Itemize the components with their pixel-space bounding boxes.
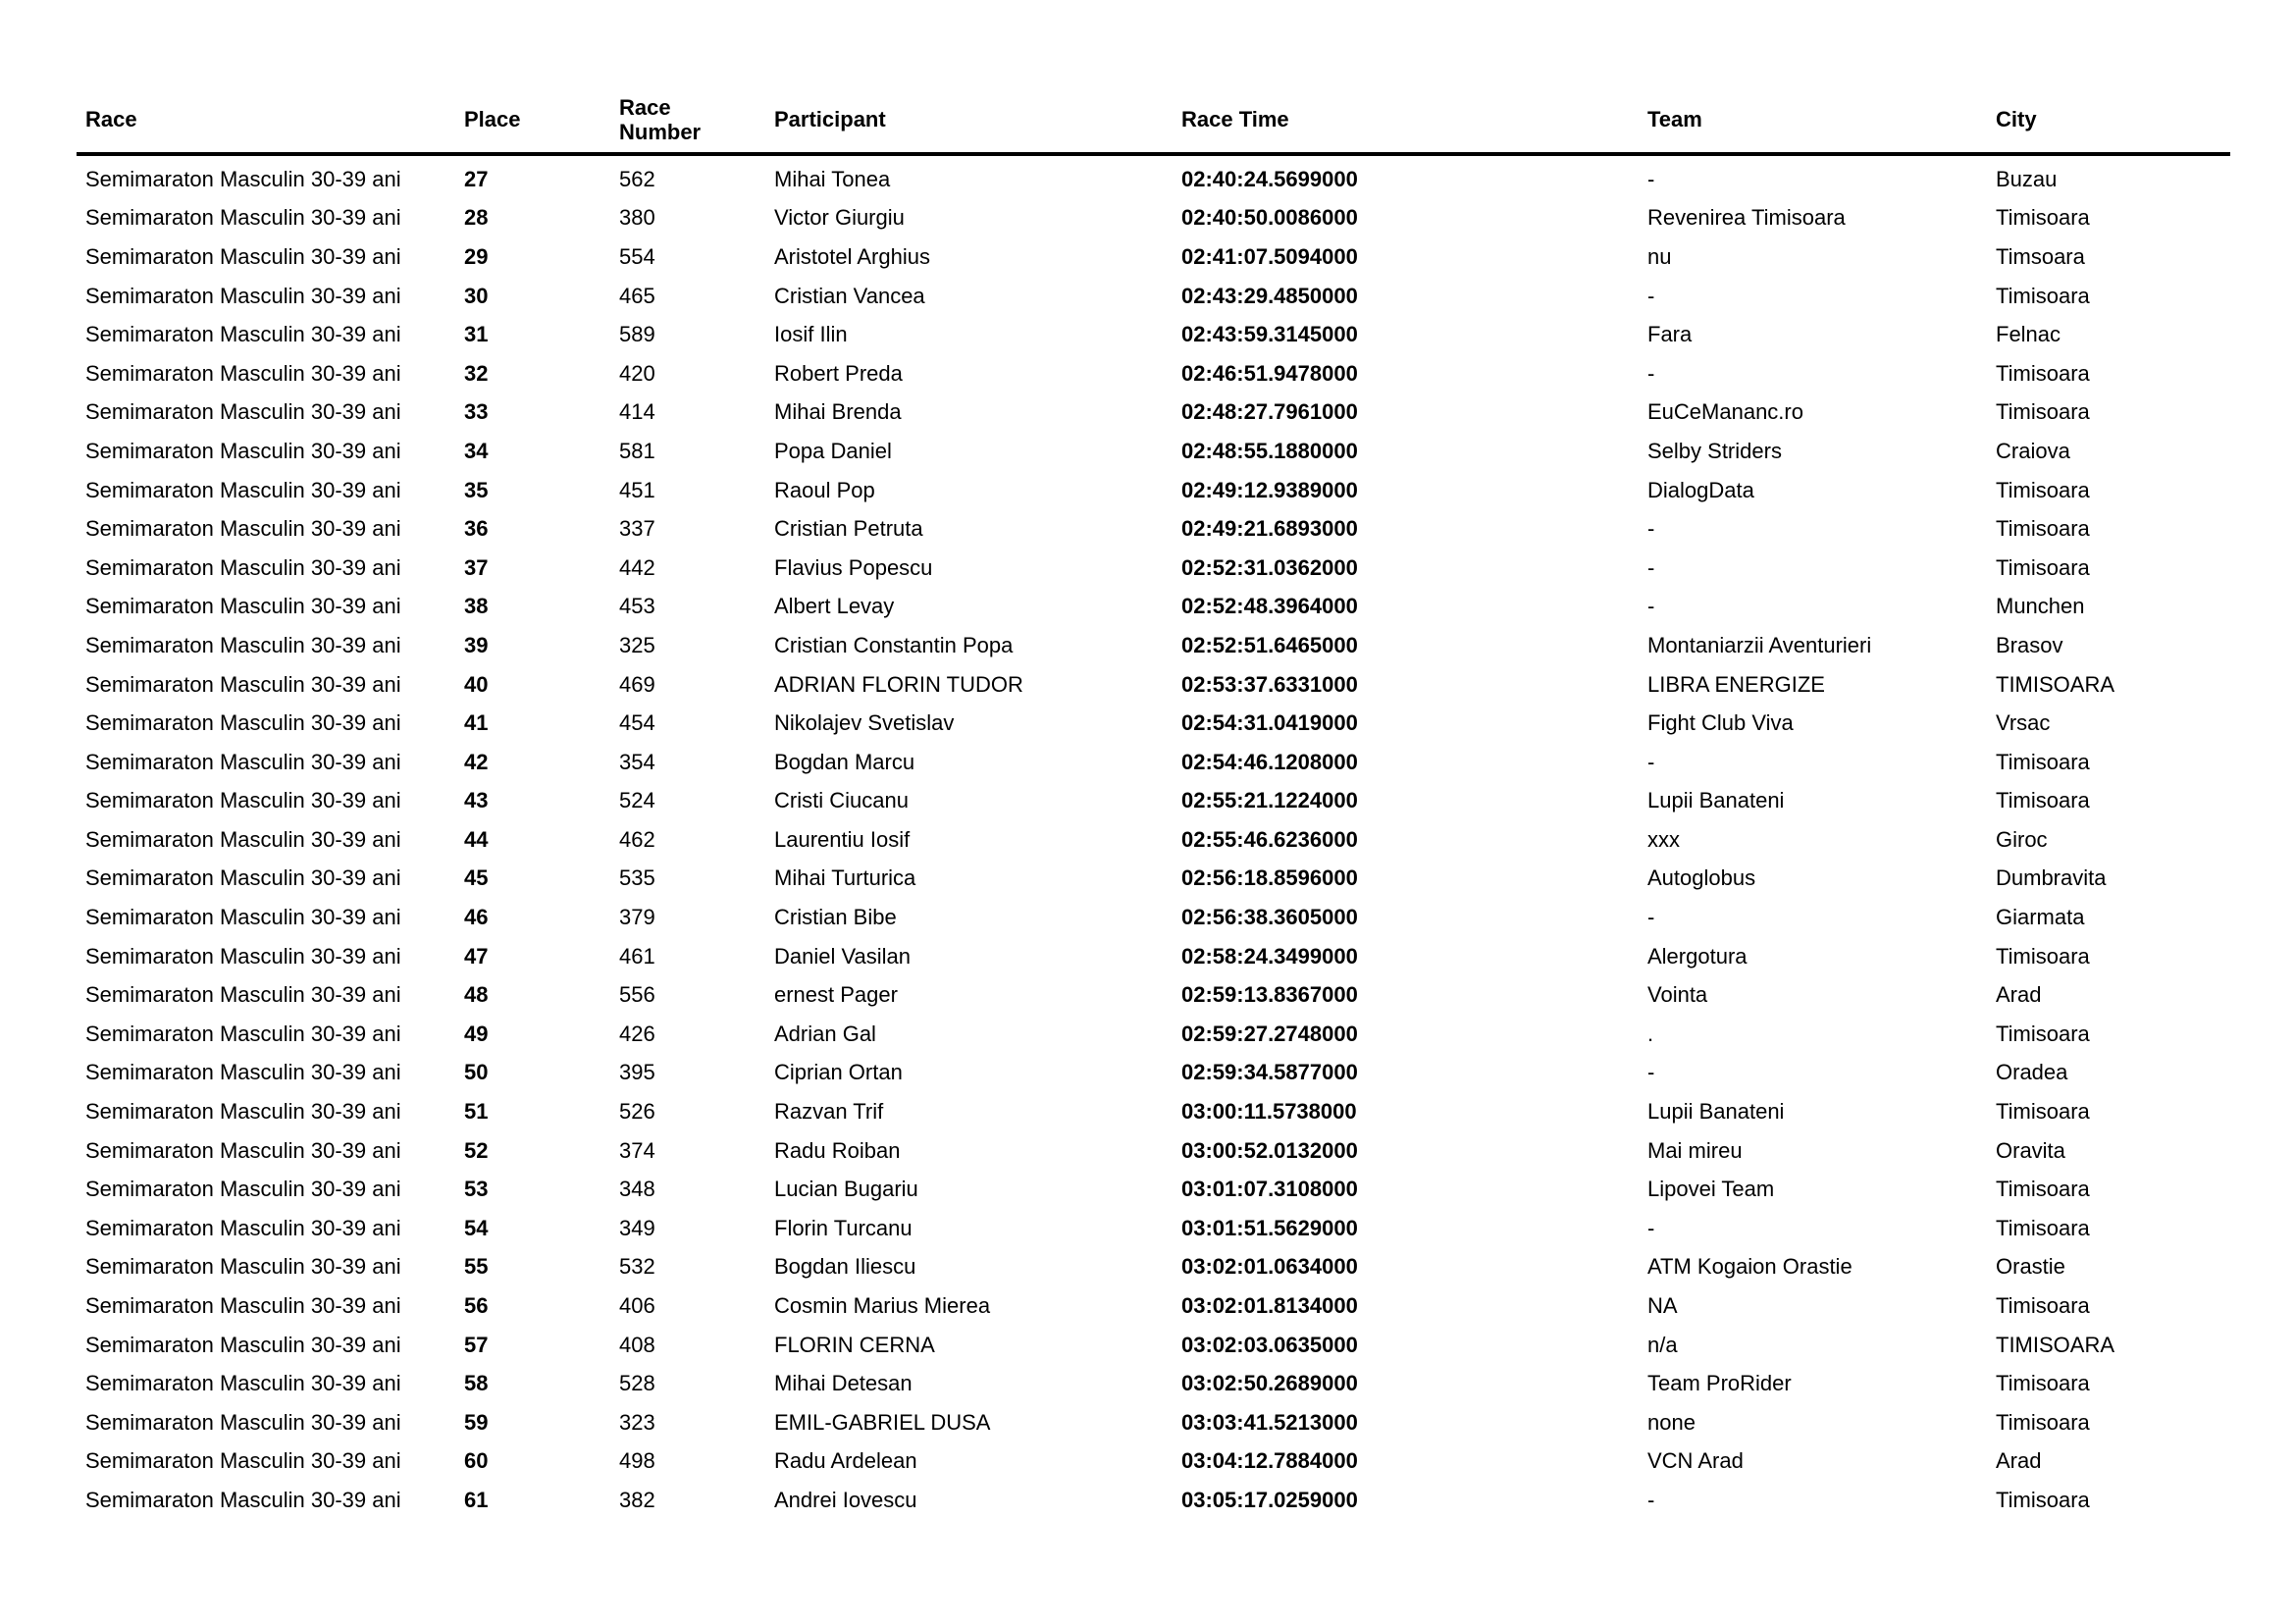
cell-place: 31 [464, 322, 489, 347]
table-row [77, 549, 2230, 588]
results-table [77, 86, 2230, 1520]
cell-place: 56 [464, 1293, 489, 1319]
cell-participant: FLORIN CERNA [774, 1332, 935, 1357]
cell-team: NA [1647, 1293, 1678, 1319]
cell-participant: Iosif Ilin [774, 322, 848, 347]
cell-race-time: 03:02:50.2689000 [1181, 1371, 1358, 1396]
cell-city: Felnac [1996, 322, 2061, 347]
cell-place: 53 [464, 1177, 489, 1202]
cell-race: Semimaraton Masculin 30-39 ani [85, 1137, 401, 1163]
header-race: Race [77, 86, 455, 154]
table-row [77, 509, 2230, 549]
cell-race-number: 556 [619, 982, 655, 1008]
cell-city: Timisoara [1996, 399, 2090, 425]
table-row [77, 860, 2230, 899]
table-row [77, 743, 2230, 782]
cell-race: Semimaraton Masculin 30-39 ani [85, 1021, 401, 1046]
cell-team: Fight Club Viva [1647, 710, 1794, 736]
cell-race-number: 532 [619, 1254, 655, 1280]
cell-race-time: 02:58:24.3499000 [1181, 943, 1358, 969]
cell-race: Semimaraton Masculin 30-39 ani [85, 865, 401, 891]
cell-participant: Mihai Turturica [774, 865, 916, 891]
cell-team: - [1647, 166, 1655, 191]
cell-race-time: 03:00:11.5738000 [1181, 1099, 1357, 1125]
cell-race-number: 469 [619, 671, 655, 697]
cell-race-number: 348 [619, 1177, 655, 1202]
table-row [77, 432, 2230, 471]
cell-participant: Cosmin Marius Mierea [774, 1293, 991, 1319]
cell-race-number: 426 [619, 1021, 655, 1046]
cell-place: 43 [464, 788, 489, 813]
table-row [77, 199, 2230, 238]
cell-place: 28 [464, 205, 489, 231]
cell-city: Timisoara [1996, 516, 2090, 542]
table-row [77, 898, 2230, 937]
cell-place: 30 [464, 283, 489, 308]
cell-team: - [1647, 594, 1655, 619]
cell-city: Munchen [1996, 594, 2085, 619]
cell-place: 50 [464, 1060, 489, 1085]
cell-race: Semimaraton Masculin 30-39 ani [85, 360, 401, 386]
cell-place: 54 [464, 1215, 489, 1240]
table-row [77, 237, 2230, 277]
cell-participant: Radu Roiban [774, 1137, 901, 1163]
cell-participant: Andrei Iovescu [774, 1487, 917, 1512]
cell-team: Lupii Banateni [1647, 1099, 1785, 1125]
cell-participant: Florin Turcanu [774, 1215, 913, 1240]
cell-race-number: 374 [619, 1137, 655, 1163]
cell-place: 58 [464, 1371, 489, 1396]
cell-city: Timisoara [1996, 1099, 2090, 1125]
cell-participant: Robert Preda [774, 360, 903, 386]
cell-race-number: 461 [619, 943, 655, 969]
cell-race-number: 535 [619, 865, 655, 891]
cell-race-time: 02:43:59.3145000 [1181, 322, 1358, 347]
cell-place: 60 [464, 1448, 489, 1474]
cell-race-time: 02:59:27.2748000 [1181, 1021, 1358, 1046]
cell-race-number: 562 [619, 166, 655, 191]
cell-team: nu [1647, 243, 1672, 269]
cell-participant: Radu Ardelean [774, 1448, 917, 1474]
cell-participant: ernest Pager [774, 982, 898, 1008]
cell-place: 35 [464, 477, 489, 502]
cell-race: Semimaraton Masculin 30-39 ani [85, 1332, 401, 1357]
cell-participant: Mihai Detesan [774, 1371, 913, 1396]
cell-team: Team ProRider [1647, 1371, 1792, 1396]
cell-race-number: 382 [619, 1487, 655, 1512]
cell-participant: Mihai Brenda [774, 399, 902, 425]
cell-race-time: 02:59:34.5877000 [1181, 1060, 1358, 1085]
cell-place: 44 [464, 826, 489, 852]
table-row [77, 471, 2230, 510]
cell-team: Alergotura [1647, 943, 1748, 969]
cell-participant: Ciprian Ortan [774, 1060, 903, 1085]
header-city: City [1987, 86, 2230, 154]
cell-team: - [1647, 360, 1655, 386]
cell-race-time: 03:04:12.7884000 [1181, 1448, 1358, 1474]
cell-team: - [1647, 749, 1655, 774]
cell-team: Lipovei Team [1647, 1177, 1775, 1202]
cell-participant: Flavius Popescu [774, 554, 933, 580]
cell-race-time: 03:03:41.5213000 [1181, 1409, 1358, 1435]
cell-participant: Bogdan Iliescu [774, 1254, 916, 1280]
cell-participant: Albert Levay [774, 594, 895, 619]
table-row [77, 1015, 2230, 1054]
cell-participant: Cristian Constantin Popa [774, 632, 1014, 657]
cell-race-time: 03:02:01.0634000 [1181, 1254, 1358, 1280]
cell-place: 52 [464, 1137, 489, 1163]
cell-participant: EMIL-GABRIEL DUSA [774, 1409, 991, 1435]
cell-city: TIMISOARA [1996, 671, 2115, 697]
table-row [77, 315, 2230, 354]
table-row [77, 975, 2230, 1015]
cell-race-number: 453 [619, 594, 655, 619]
cell-race-time: 02:40:50.0086000 [1181, 205, 1358, 231]
cell-place: 57 [464, 1332, 489, 1357]
cell-race-number: 420 [619, 360, 655, 386]
cell-team: . [1647, 1021, 1654, 1046]
cell-race-time: 02:41:07.5094000 [1181, 243, 1358, 269]
cell-city: Timisoara [1996, 1215, 2090, 1240]
cell-city: Timisoara [1996, 205, 2090, 231]
cell-race-number: 465 [619, 283, 655, 308]
cell-place: 38 [464, 594, 489, 619]
table-row [77, 704, 2230, 743]
cell-city: Vrsac [1996, 710, 2051, 736]
cell-participant: Lucian Bugariu [774, 1177, 918, 1202]
header-participant: Participant [765, 86, 1173, 154]
table-row [77, 626, 2230, 665]
table-row [77, 782, 2230, 821]
cell-team: Revenirea Timisoara [1647, 205, 1846, 231]
table-row [77, 154, 2230, 199]
cell-race-time: 02:56:18.8596000 [1181, 865, 1358, 891]
cell-race: Semimaraton Masculin 30-39 ani [85, 243, 401, 269]
cell-race-number: 524 [619, 788, 655, 813]
cell-city: Buzau [1996, 166, 2058, 191]
cell-place: 42 [464, 749, 489, 774]
cell-race-time: 03:01:51.5629000 [1181, 1215, 1358, 1240]
cell-race-time: 03:01:07.3108000 [1181, 1177, 1358, 1202]
table-row [77, 393, 2230, 433]
cell-participant: Bogdan Marcu [774, 749, 915, 774]
results-table-body [77, 154, 2230, 1520]
cell-participant: Laurentiu Iosif [774, 826, 911, 852]
cell-race-time: 02:55:21.1224000 [1181, 788, 1358, 813]
cell-team: - [1647, 554, 1655, 580]
cell-race: Semimaraton Masculin 30-39 ani [85, 749, 401, 774]
cell-race-number: 323 [619, 1409, 655, 1435]
cell-race: Semimaraton Masculin 30-39 ani [85, 788, 401, 813]
header-row [77, 86, 2230, 154]
cell-race-time: 02:46:51.9478000 [1181, 360, 1358, 386]
cell-place: 61 [464, 1487, 489, 1512]
cell-team: Lupii Banateni [1647, 788, 1785, 813]
cell-team: EuCeMananc.ro [1647, 399, 1803, 425]
cell-team: xxx [1647, 826, 1680, 852]
cell-race-time: 02:52:51.6465000 [1181, 632, 1358, 657]
table-row [77, 665, 2230, 705]
table-row [77, 1131, 2230, 1171]
cell-race-time: 03:05:17.0259000 [1181, 1487, 1358, 1512]
cell-race-time: 02:48:55.1880000 [1181, 438, 1358, 463]
cell-race-time: 02:40:24.5699000 [1181, 166, 1358, 191]
cell-race: Semimaraton Masculin 30-39 ani [85, 1177, 401, 1202]
cell-city: Timisoara [1996, 1021, 2090, 1046]
cell-city: Dumbravita [1996, 865, 2107, 891]
table-row [77, 1209, 2230, 1248]
cell-team: DialogData [1647, 477, 1754, 502]
cell-participant: ADRIAN FLORIN TUDOR [774, 671, 1023, 697]
cell-team: LIBRA ENERGIZE [1647, 671, 1825, 697]
cell-race-time: 02:48:27.7961000 [1181, 399, 1358, 425]
cell-race: Semimaraton Masculin 30-39 ani [85, 1448, 401, 1474]
cell-city: Timisoara [1996, 788, 2090, 813]
cell-race-time: 03:02:03.0635000 [1181, 1332, 1358, 1357]
cell-place: 41 [464, 710, 489, 736]
table-row [77, 1054, 2230, 1093]
cell-city: Timisoara [1996, 749, 2090, 774]
cell-race-number: 528 [619, 1371, 655, 1396]
cell-race: Semimaraton Masculin 30-39 ani [85, 905, 401, 930]
cell-place: 46 [464, 905, 489, 930]
cell-race-number: 380 [619, 205, 655, 231]
cell-city: Timisoara [1996, 1177, 2090, 1202]
cell-race-number: 454 [619, 710, 655, 736]
cell-race: Semimaraton Masculin 30-39 ani [85, 1409, 401, 1435]
cell-place: 40 [464, 671, 489, 697]
cell-race-time: 02:55:46.6236000 [1181, 826, 1358, 852]
cell-race: Semimaraton Masculin 30-39 ani [85, 399, 401, 425]
cell-race-time: 02:54:46.1208000 [1181, 749, 1358, 774]
cell-team: Autoglobus [1647, 865, 1756, 891]
cell-race: Semimaraton Masculin 30-39 ani [85, 1215, 401, 1240]
cell-race: Semimaraton Masculin 30-39 ani [85, 1371, 401, 1396]
cell-participant: Daniel Vasilan [774, 943, 912, 969]
cell-participant: Nikolajev Svetislav [774, 710, 955, 736]
cell-race-number: 589 [619, 322, 655, 347]
cell-city: Timisoara [1996, 943, 2090, 969]
cell-race-time: 02:59:13.8367000 [1181, 982, 1358, 1008]
cell-team: - [1647, 516, 1655, 542]
cell-race: Semimaraton Masculin 30-39 ani [85, 1254, 401, 1280]
table-row [77, 1442, 2230, 1482]
cell-city: Brasov [1996, 632, 2063, 657]
cell-race: Semimaraton Masculin 30-39 ani [85, 982, 401, 1008]
cell-race: Semimaraton Masculin 30-39 ani [85, 516, 401, 542]
cell-place: 59 [464, 1409, 489, 1435]
cell-place: 27 [464, 166, 489, 191]
cell-city: Timisoara [1996, 1487, 2090, 1512]
cell-race: Semimaraton Masculin 30-39 ani [85, 554, 401, 580]
cell-place: 45 [464, 865, 489, 891]
results-table-header [77, 86, 2230, 154]
table-row [77, 277, 2230, 316]
cell-team: ATM Kogaion Orastie [1647, 1254, 1852, 1280]
table-row [77, 1364, 2230, 1403]
table-row [77, 1326, 2230, 1365]
table-row [77, 1248, 2230, 1287]
cell-race-time: 02:56:38.3605000 [1181, 905, 1358, 930]
cell-place: 29 [464, 243, 489, 269]
cell-participant: Cristian Vancea [774, 283, 925, 308]
cell-race: Semimaraton Masculin 30-39 ani [85, 205, 401, 231]
cell-participant: Razvan Trif [774, 1099, 884, 1125]
cell-race: Semimaraton Masculin 30-39 ani [85, 438, 401, 463]
cell-race-number: 451 [619, 477, 655, 502]
cell-city: Arad [1996, 1448, 2042, 1474]
header-race-number [610, 86, 765, 154]
cell-team: Selby Striders [1647, 438, 1782, 463]
cell-city: Arad [1996, 982, 2042, 1008]
cell-place: 51 [464, 1099, 489, 1125]
header-place: Place [455, 86, 610, 154]
cell-race-time: 02:43:29.4850000 [1181, 283, 1358, 308]
header-race-number-line2: Number [619, 119, 702, 144]
cell-place: 37 [464, 554, 489, 580]
table-row [77, 1286, 2230, 1326]
cell-place: 36 [464, 516, 489, 542]
cell-team: - [1647, 283, 1655, 308]
cell-team: Montaniarzii Aventurieri [1647, 632, 1872, 657]
table-row [77, 1092, 2230, 1131]
table-row [77, 820, 2230, 860]
cell-race-time: 03:00:52.0132000 [1181, 1137, 1358, 1163]
cell-race: Semimaraton Masculin 30-39 ani [85, 632, 401, 657]
cell-race: Semimaraton Masculin 30-39 ani [85, 671, 401, 697]
cell-race-number: 554 [619, 243, 655, 269]
cell-participant: Mihai Tonea [774, 166, 891, 191]
cell-race-number: 379 [619, 905, 655, 930]
cell-race: Semimaraton Masculin 30-39 ani [85, 283, 401, 308]
cell-city: Timisoara [1996, 554, 2090, 580]
cell-place: 32 [464, 360, 489, 386]
cell-team: none [1647, 1409, 1696, 1435]
cell-city: TIMISOARA [1996, 1332, 2115, 1357]
cell-place: 48 [464, 982, 489, 1008]
header-team: Team [1639, 86, 1987, 154]
cell-race-number: 581 [619, 438, 655, 463]
table-row [77, 1170, 2230, 1209]
table-row [77, 937, 2230, 976]
cell-place: 49 [464, 1021, 489, 1046]
cell-city: Timisoara [1996, 1371, 2090, 1396]
cell-race: Semimaraton Masculin 30-39 ani [85, 1293, 401, 1319]
cell-race-time: 02:54:31.0419000 [1181, 710, 1358, 736]
cell-participant: Adrian Gal [774, 1021, 876, 1046]
header-race-time: Race Time [1173, 86, 1639, 154]
cell-team: - [1647, 1487, 1655, 1512]
cell-race-time: 02:49:12.9389000 [1181, 477, 1358, 502]
cell-race-time: 02:53:37.6331000 [1181, 671, 1358, 697]
header-race-number-line1: Race [619, 94, 671, 120]
cell-team: Mai mireu [1647, 1137, 1743, 1163]
table-row [77, 354, 2230, 393]
cell-city: Oravita [1996, 1137, 2065, 1163]
cell-participant: Aristotel Arghius [774, 243, 930, 269]
cell-race-number: 406 [619, 1293, 655, 1319]
cell-race: Semimaraton Masculin 30-39 ani [85, 943, 401, 969]
cell-city: Timisoara [1996, 360, 2090, 386]
cell-city: Timisoara [1996, 1293, 2090, 1319]
cell-place: 47 [464, 943, 489, 969]
cell-race: Semimaraton Masculin 30-39 ani [85, 826, 401, 852]
cell-race: Semimaraton Masculin 30-39 ani [85, 322, 401, 347]
cell-team: VCN Arad [1647, 1448, 1744, 1474]
cell-race: Semimaraton Masculin 30-39 ani [85, 1487, 401, 1512]
cell-place: 39 [464, 632, 489, 657]
cell-race: Semimaraton Masculin 30-39 ani [85, 477, 401, 502]
cell-race-time: 02:49:21.6893000 [1181, 516, 1358, 542]
cell-participant: Cristi Ciucanu [774, 788, 909, 813]
cell-place: 34 [464, 438, 489, 463]
cell-race-number: 414 [619, 399, 655, 425]
cell-race: Semimaraton Masculin 30-39 ani [85, 1099, 401, 1125]
cell-city: Giarmata [1996, 905, 2085, 930]
cell-participant: Cristian Bibe [774, 905, 897, 930]
cell-city: Timsoara [1996, 243, 2085, 269]
cell-city: Timisoara [1996, 283, 2090, 308]
cell-team: - [1647, 905, 1655, 930]
cell-place: 33 [464, 399, 489, 425]
cell-race: Semimaraton Masculin 30-39 ani [85, 594, 401, 619]
cell-race-number: 354 [619, 749, 655, 774]
cell-participant: Victor Giurgiu [774, 205, 905, 231]
cell-team: n/a [1647, 1332, 1678, 1357]
cell-race-number: 462 [619, 826, 655, 852]
cell-city: Giroc [1996, 826, 2048, 852]
cell-participant: Cristian Petruta [774, 516, 923, 542]
cell-race: Semimaraton Masculin 30-39 ani [85, 1060, 401, 1085]
cell-city: Oradea [1996, 1060, 2068, 1085]
cell-team: - [1647, 1215, 1655, 1240]
table-row [77, 1481, 2230, 1520]
cell-participant: Raoul Pop [774, 477, 875, 502]
table-row [77, 588, 2230, 627]
cell-race-number: 349 [619, 1215, 655, 1240]
cell-race-number: 442 [619, 554, 655, 580]
cell-race-number: 325 [619, 632, 655, 657]
cell-race-time: 03:02:01.8134000 [1181, 1293, 1358, 1319]
cell-participant: Popa Daniel [774, 438, 892, 463]
cell-city: Timisoara [1996, 1409, 2090, 1435]
cell-team: - [1647, 1060, 1655, 1085]
cell-race: Semimaraton Masculin 30-39 ani [85, 166, 401, 191]
cell-race-number: 395 [619, 1060, 655, 1085]
cell-race-number: 337 [619, 516, 655, 542]
cell-race-number: 408 [619, 1332, 655, 1357]
cell-race: Semimaraton Masculin 30-39 ani [85, 710, 401, 736]
cell-city: Craiova [1996, 438, 2070, 463]
cell-city: Orastie [1996, 1254, 2065, 1280]
cell-race-number: 526 [619, 1099, 655, 1125]
cell-place: 55 [464, 1254, 489, 1280]
cell-team: Vointa [1647, 982, 1708, 1008]
cell-race-number: 498 [619, 1448, 655, 1474]
cell-city: Timisoara [1996, 477, 2090, 502]
cell-team: Fara [1647, 322, 1693, 347]
cell-race-time: 02:52:31.0362000 [1181, 554, 1358, 580]
cell-race-time: 02:52:48.3964000 [1181, 594, 1358, 619]
table-row [77, 1403, 2230, 1442]
